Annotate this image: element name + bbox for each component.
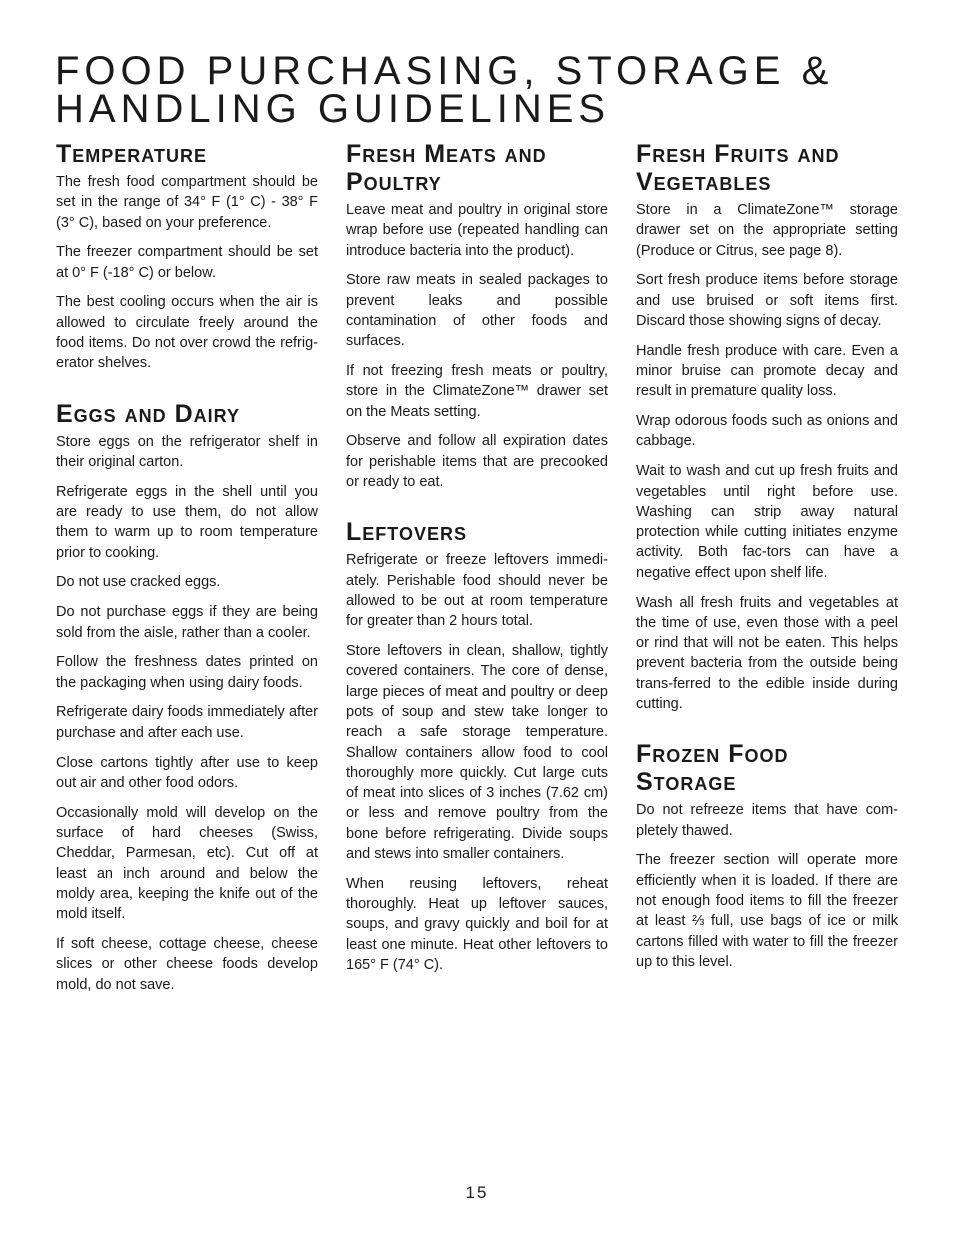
section-heading-fresh-fruits-and-vegetables: Fresh Fruits and Vegetables <box>636 140 840 196</box>
frozen-food-paragraph-1: Do not refreeze items that have com-pletely thawed. <box>636 802 898 839</box>
section-heading-eggs-and-dairy: Eggs and Dairy <box>56 399 240 428</box>
column-middle <box>346 140 608 985</box>
temperature-paragraph-2: The freezer compartment should be set at 0° F (-18° C) or below. <box>56 244 318 281</box>
eggs-dairy-paragraph-3: Do not use cracked eggs. <box>56 574 221 591</box>
fruits-vegetables-paragraph-1: Store in a ClimateZone™ storage drawer set on the appropriate setting (Produce or Citrus, see page 8). <box>636 202 898 259</box>
temperature-paragraph-3: The best cooling occurs when the air is allowed to circulate freely around the food items. Do not over crowd the refrig-erator shelves. <box>56 294 318 372</box>
page-number: 15 <box>465 1183 489 1202</box>
fruits-vegetables-paragraph-5: Wait to wash and cut up fresh fruits and vegetables until right before use. Washing can strip away natural protection while cutting initiates enzyme activity. Both fac-tors can have a negative effect upon shelf life. <box>636 463 898 581</box>
page-title-line-1: FOOD PURCHASING, STORAGE & <box>55 49 834 93</box>
column-right <box>636 140 898 982</box>
eggs-dairy-paragraph-9: If soft cheese, cottage cheese, cheese slices or other cheese foods develop mold, do not save. <box>56 935 318 993</box>
eggs-dairy-paragraph-7: Close cartons tightly after use to keep out air and other food odors. <box>56 754 318 791</box>
section-heading-leftovers: Leftovers <box>346 518 467 547</box>
fruits-vegetables-paragraph-3: Handle fresh produce with care. Even a minor bruise can promote decay and result in premature quality loss. <box>636 342 898 400</box>
meats-poultry-paragraph-1: Leave meat and poultry in original store wrap before use (repeated handling can introduce bacteria into the product). <box>346 202 608 259</box>
meats-poultry-paragraph-3: If not freezing fresh meats or poultry, store in the ClimateZone™ drawer set on the Meats setting. <box>346 363 608 420</box>
section-heading-fresh-meats-and-poultry: Fresh Meats and Poultry <box>346 140 547 196</box>
section-heading-temperature: Temperature <box>56 140 207 168</box>
eggs-dairy-paragraph-8: Occasionally mold will develop on the surface of hard cheeses (Swiss, Cheddar, Parmesan, etc). Cut off at least an inch around and below the moldy area, keeping the knife out of the mold itself. <box>56 804 318 923</box>
eggs-dairy-paragraph-6: Refrigerate dairy foods immediately after purchase and after each use. <box>56 704 318 741</box>
eggs-dairy-paragraph-1: Store eggs on the refrigerator shelf in their original carton. <box>56 433 318 470</box>
fruits-vegetables-paragraph-6: Wash all fresh fruits and vegetables at the time of use, even those with a peel or rind that will not be eaten. This helps prevent bacteria from the outside being trans-ferred to the edible inside during cutting. <box>636 594 898 713</box>
meats-poultry-paragraph-2: Store raw meats in sealed packages to prevent leaks and possible contamination of other foods and surfaces. <box>346 272 608 350</box>
frozen-food-paragraph-2: The freezer section will operate more efficiently when it is loaded. If there are not enough food items to fill the freezer at least ⅔ full, use bags of ice or milk cartons filled with water to fill the freezer up to this level. <box>636 852 898 970</box>
leftovers-paragraph-3: When reusing leftovers, reheat thoroughly. Heat up leftover sauces, soups, and gravy quickly and boil for at least one minute. Heat other leftovers to 165° F (74° C). <box>346 875 608 973</box>
page-title-line-2: HANDLING GUIDELINES <box>55 87 611 131</box>
leftovers-paragraph-1: Refrigerate or freeze leftovers immedi-ately. Perishable food should never be allowed to be out at room temperature for greater than 2 hours total. <box>346 552 608 630</box>
fruits-vegetables-paragraph-4: Wrap odorous foods such as onions and cabbage. <box>636 413 898 450</box>
temperature-paragraph-1: The fresh food compartment should be set in the range of 34° F (1° C) - 38° F (3° C), based on your preference. <box>56 174 318 231</box>
section-heading-frozen-food-storage: Frozen Food Storage <box>636 740 789 797</box>
eggs-dairy-paragraph-5: Follow the freshness dates printed on the packaging when using dairy foods. <box>56 654 318 691</box>
eggs-dairy-paragraph-4: Do not purchase eggs if they are being sold from the aisle, rather than a cooler. <box>56 604 318 641</box>
fruits-vegetables-paragraph-2: Sort fresh produce items before storage and use bruised or soft items first. Discard those showing signs of decay. <box>636 272 898 329</box>
meats-poultry-paragraph-4: Observe and follow all expiration dates for perishable items that are precooked or ready to eat. <box>346 433 608 491</box>
page-title <box>55 49 915 131</box>
leftovers-paragraph-2: Store leftovers in clean, shallow, tightly covered containers. The core of dense, large pieces of meat and poultry or deep pots of soup and stew take longer to reach a safe storage temperature. Shallow containers allow food to cool thoroughly more quickly. Cut large cuts of meat into slices of 3 inches (7.62 cm) or less and remove poultry from the bone before refrigerating. Divide soups and stews into smaller containers. <box>346 643 608 863</box>
eggs-dairy-paragraph-2: Refrigerate eggs in the shell until you are ready to use them, do not allow them to warm up to room temperature prior to cooking. <box>56 483 318 561</box>
column-left <box>56 140 318 1004</box>
